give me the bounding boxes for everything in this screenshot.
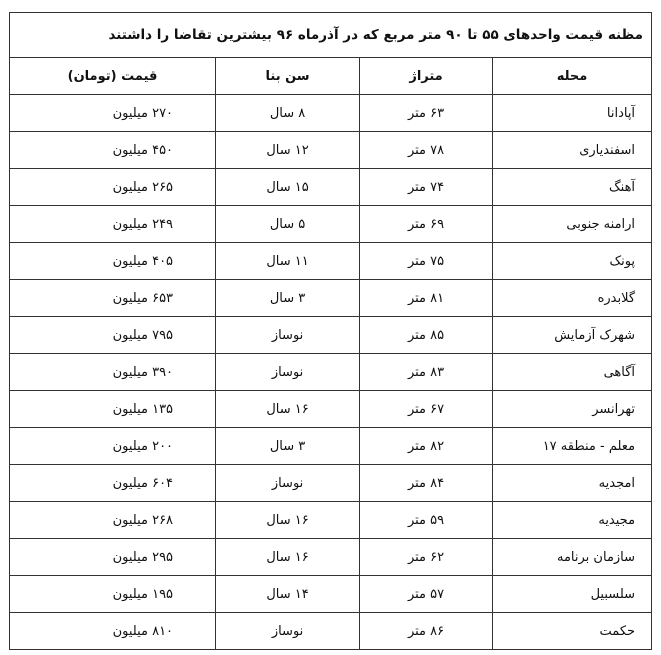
cell-age: ۱۶ سال — [216, 391, 360, 428]
cell-price: ۲۹۵ میلیون — [10, 539, 216, 576]
table-row — [10, 206, 652, 243]
cell-age: ۳ سال — [216, 280, 360, 317]
table-row — [10, 428, 652, 465]
title-row — [10, 13, 652, 58]
cell-neighborhood: شهرک آزمایش — [493, 317, 652, 354]
price-table — [9, 12, 652, 650]
cell-area: ۸۲ متر — [360, 428, 493, 465]
cell-age: ۵ سال — [216, 206, 360, 243]
cell-area: ۵۹ متر — [360, 502, 493, 539]
cell-neighborhood: تهرانسر — [493, 391, 652, 428]
cell-neighborhood: ارامنه جنوبی — [493, 206, 652, 243]
cell-area: ۶۹ متر — [360, 206, 493, 243]
cell-area: ۶۳ متر — [360, 95, 493, 132]
header-age: سن بنا — [216, 58, 360, 95]
cell-age: نوساز — [216, 613, 360, 650]
cell-price: ۶۰۴ میلیون — [10, 465, 216, 502]
cell-neighborhood: مجیدیه — [493, 502, 652, 539]
cell-price: ۷۹۵ میلیون — [10, 317, 216, 354]
cell-price: ۸۱۰ میلیون — [10, 613, 216, 650]
cell-area: ۶۷ متر — [360, 391, 493, 428]
cell-price: ۱۹۵ میلیون — [10, 576, 216, 613]
cell-age: ۱۶ سال — [216, 502, 360, 539]
cell-area: ۷۵ متر — [360, 243, 493, 280]
cell-neighborhood: پونک — [493, 243, 652, 280]
table-row — [10, 243, 652, 280]
cell-area: ۸۱ متر — [360, 280, 493, 317]
cell-age: ۱۵ سال — [216, 169, 360, 206]
table-row — [10, 132, 652, 169]
cell-neighborhood: گلابدره — [493, 280, 652, 317]
cell-price: ۲۴۹ میلیون — [10, 206, 216, 243]
cell-neighborhood: امجدیه — [493, 465, 652, 502]
cell-area: ۸۵ متر — [360, 317, 493, 354]
cell-age: نوساز — [216, 354, 360, 391]
cell-area: ۷۴ متر — [360, 169, 493, 206]
cell-neighborhood: حکمت — [493, 613, 652, 650]
table-row — [10, 613, 652, 650]
cell-neighborhood: اسفندیاری — [493, 132, 652, 169]
cell-price: ۶۵۳ میلیون — [10, 280, 216, 317]
table-row — [10, 391, 652, 428]
cell-age: ۱۱ سال — [216, 243, 360, 280]
cell-age: نوساز — [216, 465, 360, 502]
cell-age: ۱۴ سال — [216, 576, 360, 613]
table-row — [10, 539, 652, 576]
cell-neighborhood: سلسبیل — [493, 576, 652, 613]
cell-neighborhood: معلم - منطقه ۱۷ — [493, 428, 652, 465]
cell-price: ۲۶۸ میلیون — [10, 502, 216, 539]
cell-neighborhood: سازمان برنامه — [493, 539, 652, 576]
table-body — [10, 95, 652, 650]
cell-area: ۸۴ متر — [360, 465, 493, 502]
header-row — [10, 58, 652, 95]
cell-area: ۵۷ متر — [360, 576, 493, 613]
cell-price: ۳۹۰ میلیون — [10, 354, 216, 391]
cell-area: ۷۸ متر — [360, 132, 493, 169]
table-row — [10, 95, 652, 132]
cell-neighborhood: آهنگ — [493, 169, 652, 206]
table-row — [10, 169, 652, 206]
header-neighborhood: محله — [493, 58, 652, 95]
cell-neighborhood: آگاهی — [493, 354, 652, 391]
cell-price: ۲۰۰ میلیون — [10, 428, 216, 465]
cell-age: ۸ سال — [216, 95, 360, 132]
cell-age: ۳ سال — [216, 428, 360, 465]
cell-price: ۱۳۵ میلیون — [10, 391, 216, 428]
table-title: مظنه قیمت واحدهای ۵۵ تا ۹۰ متر مربع که در آذرماه ۹۶ بیشترین تقاضا را داشتند — [10, 13, 652, 58]
table-row — [10, 280, 652, 317]
header-price: قیمت (تومان) — [10, 58, 216, 95]
cell-age: ۱۶ سال — [216, 539, 360, 576]
price-table-container — [9, 12, 651, 650]
table-row — [10, 317, 652, 354]
cell-age: ۱۲ سال — [216, 132, 360, 169]
table-row — [10, 502, 652, 539]
table-row — [10, 354, 652, 391]
cell-price: ۲۷۰ میلیون — [10, 95, 216, 132]
table-row — [10, 465, 652, 502]
cell-area: ۸۶ متر — [360, 613, 493, 650]
cell-area: ۸۳ متر — [360, 354, 493, 391]
table-row — [10, 576, 652, 613]
cell-age: نوساز — [216, 317, 360, 354]
cell-neighborhood: آپادانا — [493, 95, 652, 132]
cell-area: ۶۲ متر — [360, 539, 493, 576]
cell-price: ۴۵۰ میلیون — [10, 132, 216, 169]
header-area: متراژ — [360, 58, 493, 95]
cell-price: ۴۰۵ میلیون — [10, 243, 216, 280]
cell-price: ۲۶۵ میلیون — [10, 169, 216, 206]
